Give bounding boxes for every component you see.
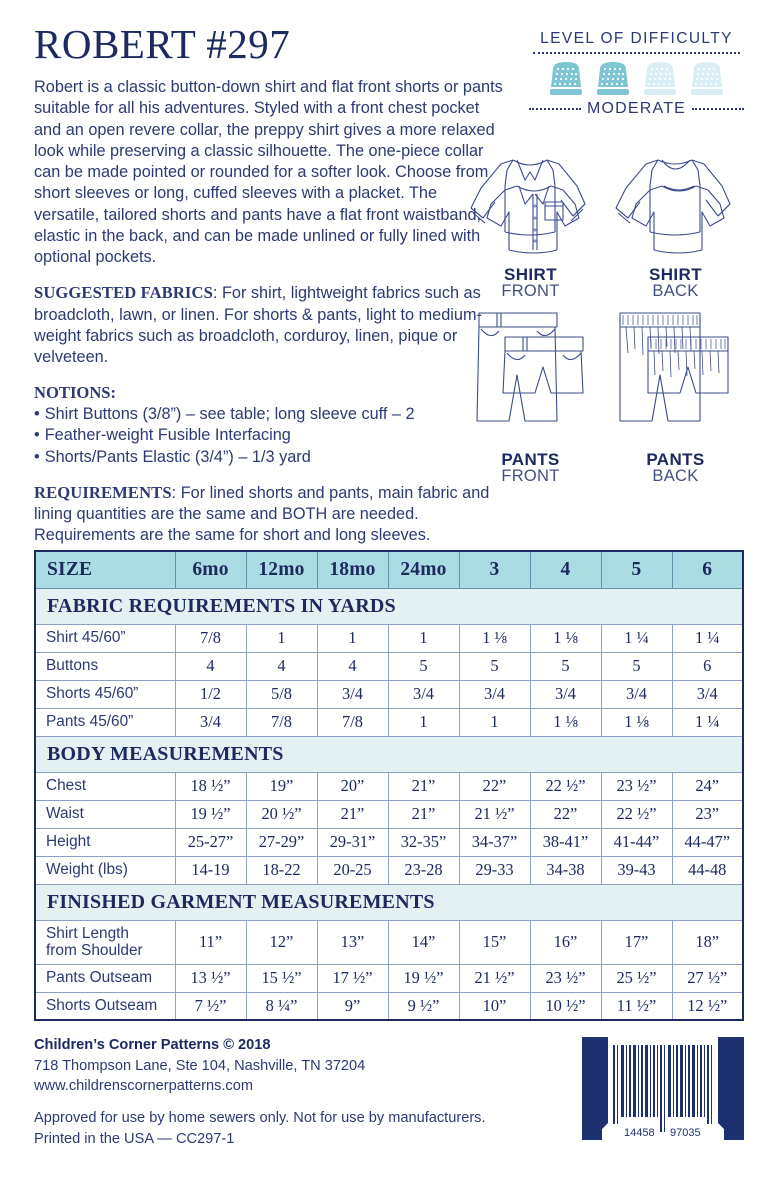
table-row (35, 856, 743, 884)
table-cell: 15” (459, 920, 530, 964)
table-cell: 4 (246, 652, 317, 680)
footer (34, 1035, 744, 1150)
table-cell: 1 ¼ (672, 708, 743, 736)
figure-label-bold: SHIRT (504, 265, 557, 284)
notions-block (34, 382, 504, 467)
row-label: Pants Outseam (35, 964, 175, 992)
table-cell: 3/4 (175, 708, 246, 736)
table-cell: 18-22 (246, 856, 317, 884)
table-cell: 3/4 (388, 680, 459, 708)
figure-label-bold: PANTS (646, 449, 705, 469)
barcode-digit-group2: 97035 (670, 1127, 701, 1139)
table-cell: 21” (388, 800, 459, 828)
size-column-18mo: 18mo (317, 551, 388, 588)
table-cell: 23 ½” (530, 964, 601, 992)
table-cell: 41-44” (601, 828, 672, 856)
table-cell: 39-43 (601, 856, 672, 884)
table-cell: 17 ½” (317, 964, 388, 992)
row-label: Shirt 45/60” (35, 624, 175, 652)
table-cell: 1/2 (175, 680, 246, 708)
table-cell: 15 ½” (246, 964, 317, 992)
row-label: Waist (35, 800, 175, 828)
requirements-label: REQUIREMENTS (34, 482, 172, 502)
table-cell: 18 ½” (175, 772, 246, 800)
table-row (35, 920, 743, 964)
table-cell: 44-48 (672, 856, 743, 884)
shirt-figure-row (458, 146, 748, 301)
notions-item: • Shirt Buttons (3/8”) – see table; long sleeve cuff – 2 (34, 404, 504, 425)
barcode-digit-right: 0 (728, 1127, 735, 1139)
table-cell: 14” (388, 920, 459, 964)
row-label: Shorts 45/60” (35, 680, 175, 708)
size-chart-body (35, 588, 743, 1020)
company-website[interactable]: www.childrenscornerpatterns.com (34, 1078, 253, 1095)
table-cell: 1 ⅛ (459, 624, 530, 652)
table-cell: 23 ½” (601, 772, 672, 800)
figure-label-normal: FRONT (501, 466, 560, 485)
barcode (582, 1037, 744, 1140)
table-cell: 19 ½” (175, 800, 246, 828)
figure-label-normal: BACK (652, 282, 699, 301)
table-cell: 22 ½” (601, 800, 672, 828)
table-cell: 10 ½” (530, 992, 601, 1020)
notions-item: • Feather-weight Fusible Interfacing (34, 425, 504, 446)
notions-heading: NOTIONS: (34, 383, 117, 403)
row-label: Shorts Outseam (35, 992, 175, 1020)
row-label: Pants 45/60” (35, 708, 175, 736)
table-cell: 12” (246, 920, 317, 964)
table-cell: 44-47” (672, 828, 743, 856)
pants-figure-row (458, 301, 748, 486)
table-cell: 5/8 (246, 680, 317, 708)
size-chart-table (34, 550, 744, 1021)
difficulty-dash-right (692, 108, 744, 110)
table-cell: 5 (601, 652, 672, 680)
table-cell: 24” (672, 772, 743, 800)
thimble-icon-filled (546, 60, 586, 98)
garment-illustrations (458, 146, 748, 485)
table-cell: 25-27” (175, 828, 246, 856)
table-cell: 19” (246, 772, 317, 800)
table-row (35, 964, 743, 992)
row-label: Buttons (35, 652, 175, 680)
table-cell: 1 ⅛ (601, 708, 672, 736)
section-heading-row (35, 736, 743, 772)
difficulty-dash-left (529, 108, 581, 110)
table-cell: 8 ¼” (246, 992, 317, 1020)
table-cell: 1 ¼ (672, 624, 743, 652)
shirt-back-figure (603, 146, 748, 301)
page-title: ROBERT #297 (34, 21, 291, 67)
table-cell: 22 ½” (530, 772, 601, 800)
table-cell: 18” (672, 920, 743, 964)
table-cell: 25 ½” (601, 964, 672, 992)
figure-label-bold: SHIRT (649, 265, 702, 284)
table-cell: 3/4 (601, 680, 672, 708)
section-heading: FINISHED GARMENT MEASUREMENTS (35, 884, 743, 920)
table-cell: 1 (388, 708, 459, 736)
figure-label-normal: FRONT (501, 282, 560, 301)
pants-back-drawing (606, 301, 746, 451)
table-cell: 3/4 (459, 680, 530, 708)
printed-notice: Printed in the USA — CC297-1 (34, 1130, 235, 1147)
table-cell: 27-29” (246, 828, 317, 856)
company-address: 718 Thompson Lane, Ste 104, Nashville, TN 37204 (34, 1057, 366, 1074)
section-heading: BODY MEASUREMENTS (35, 736, 743, 772)
row-label-text: Shirt Length from Shoulder (46, 924, 143, 959)
table-cell: 7/8 (317, 708, 388, 736)
difficulty-title: LEVEL OF DIFFICULTY (540, 30, 733, 47)
table-cell: 22” (459, 772, 530, 800)
figure-label-normal: BACK (652, 466, 699, 485)
table-cell: 5 (459, 652, 530, 680)
size-column-5: 5 (601, 551, 672, 588)
table-cell: 20-25 (317, 856, 388, 884)
table-cell: 12 ½” (672, 992, 743, 1020)
size-column-3: 3 (459, 551, 530, 588)
pants-back-figure (603, 301, 748, 486)
table-row (35, 992, 743, 1020)
table-cell: 21 ½” (459, 964, 530, 992)
difficulty-level-row (529, 100, 744, 118)
table-cell: 1 (317, 624, 388, 652)
suggested-fabrics-paragraph (34, 282, 504, 368)
table-cell: 4 (317, 652, 388, 680)
table-row (35, 772, 743, 800)
size-column-4: 4 (530, 551, 601, 588)
table-cell: 9” (317, 992, 388, 1020)
shirt-back-drawing (606, 146, 746, 266)
table-cell: 1 (246, 624, 317, 652)
table-cell: 3/4 (672, 680, 743, 708)
suggested-fabrics-label: SUGGESTED FABRICS (34, 283, 213, 303)
table-cell: 23-28 (388, 856, 459, 884)
table-cell: 21” (317, 800, 388, 828)
pants-front-drawing (461, 301, 601, 451)
thimble-rating (529, 60, 744, 98)
table-row (35, 828, 743, 856)
top-section (34, 21, 744, 545)
table-cell: 21” (388, 772, 459, 800)
suggested-fabrics-text: : For shirt, lightweight fabrics such as broadcloth, lawn, or linen. For shorts & pants, light to medium-weight fabrics such as broadcloth, corduroy, linen, pique or velveteen. (34, 284, 482, 367)
table-cell: 13 ½” (175, 964, 246, 992)
table-cell: 1 ¼ (601, 624, 672, 652)
description-column (34, 21, 504, 547)
table-cell: 1 ⅛ (530, 708, 601, 736)
table-cell: 32-35” (388, 828, 459, 856)
table-cell: 34-37” (459, 828, 530, 856)
table-cell: 7/8 (175, 624, 246, 652)
size-column-12mo: 12mo (246, 551, 317, 588)
pants-front-figure (458, 301, 603, 486)
table-cell: 29-31” (317, 828, 388, 856)
requirements-text: : For lined shorts and pants, main fabric and lining quantities are the same and BOTH are needed. Requirements are the same for short and long sleeves. (34, 483, 490, 545)
table-cell: 22” (530, 800, 601, 828)
table-cell: 5 (530, 652, 601, 680)
table-cell: 4 (175, 652, 246, 680)
barcode-digit-group1: 14458 (624, 1127, 655, 1139)
table-cell: 1 (459, 708, 530, 736)
section-heading-row (35, 588, 743, 624)
size-column-header: SIZE (35, 551, 175, 588)
table-cell: 1 ⅛ (530, 624, 601, 652)
table-cell: 3/4 (530, 680, 601, 708)
table-cell: 1 (388, 624, 459, 652)
section-heading: FABRIC REQUIREMENTS IN YARDS (35, 588, 743, 624)
table-cell: 14-19 (175, 856, 246, 884)
notions-item: • Shorts/Pants Elastic (3/4”) – 1/3 yard (34, 447, 504, 468)
table-cell: 13” (317, 920, 388, 964)
thimble-icon-filled (593, 60, 633, 98)
table-cell: 17” (601, 920, 672, 964)
table-cell: 5 (388, 652, 459, 680)
figure-label-bold: PANTS (501, 449, 560, 469)
row-label: Weight (lbs) (35, 856, 175, 884)
thimble-icon-empty (687, 60, 727, 98)
difficulty-indicator (529, 30, 744, 118)
table-cell: 20” (317, 772, 388, 800)
table-cell: 38-41” (530, 828, 601, 856)
table-cell: 11 ½” (601, 992, 672, 1020)
table-cell: 3/4 (317, 680, 388, 708)
table-cell: 7/8 (246, 708, 317, 736)
row-label (35, 920, 175, 964)
description-paragraph: Robert is a classic button-down shirt and flat front shorts or pants suitable for all his adventures. Styled with a front chest pocket and an open revere collar, the preppy shirt gives a more relaxed look while preserving a classic silhouette. The one-piece collar can be made pointed or rounded for a softer look. Choose from short sleeves or long, cuffed sleeves with a placket. The versatile, tailored shorts and pants have a flat front waistband, elastic in the back, and can be made unlined or fully lined with optional pockets. (34, 78, 503, 267)
table-row (35, 680, 743, 708)
table-header-row (35, 551, 743, 588)
requirements-paragraph (34, 482, 504, 547)
section-heading-row (35, 884, 743, 920)
approval-notice: Approved for use by home sewers only. Not for use by manufacturers. (34, 1110, 486, 1127)
table-cell: 10” (459, 992, 530, 1020)
table-cell: 11” (175, 920, 246, 964)
table-cell: 34-38 (530, 856, 601, 884)
table-cell: 29-33 (459, 856, 530, 884)
size-column-6mo: 6mo (175, 551, 246, 588)
size-chart-header (35, 551, 743, 588)
notions-list (34, 404, 504, 468)
barcode-digit-left: 6 (592, 1127, 599, 1139)
thimble-icon-empty (640, 60, 680, 98)
difficulty-divider-top (533, 52, 740, 54)
table-cell: 9 ½” (388, 992, 459, 1020)
table-cell: 6 (672, 652, 743, 680)
company-name: Children’s Corner Patterns © 2018 (34, 1037, 271, 1053)
table-row (35, 800, 743, 828)
table-row (35, 652, 743, 680)
table-cell: 27 ½” (672, 964, 743, 992)
table-cell: 16” (530, 920, 601, 964)
table-row (35, 624, 743, 652)
row-label: Height (35, 828, 175, 856)
row-label: Chest (35, 772, 175, 800)
table-cell: 7 ½” (175, 992, 246, 1020)
shirt-front-figure (458, 146, 603, 301)
table-row (35, 708, 743, 736)
table-cell: 19 ½” (388, 964, 459, 992)
size-column-24mo: 24mo (388, 551, 459, 588)
size-column-6: 6 (672, 551, 743, 588)
difficulty-level: MODERATE (586, 100, 687, 117)
shirt-front-drawing (461, 146, 601, 266)
table-cell: 20 ½” (246, 800, 317, 828)
table-cell: 23” (672, 800, 743, 828)
table-cell: 21 ½” (459, 800, 530, 828)
